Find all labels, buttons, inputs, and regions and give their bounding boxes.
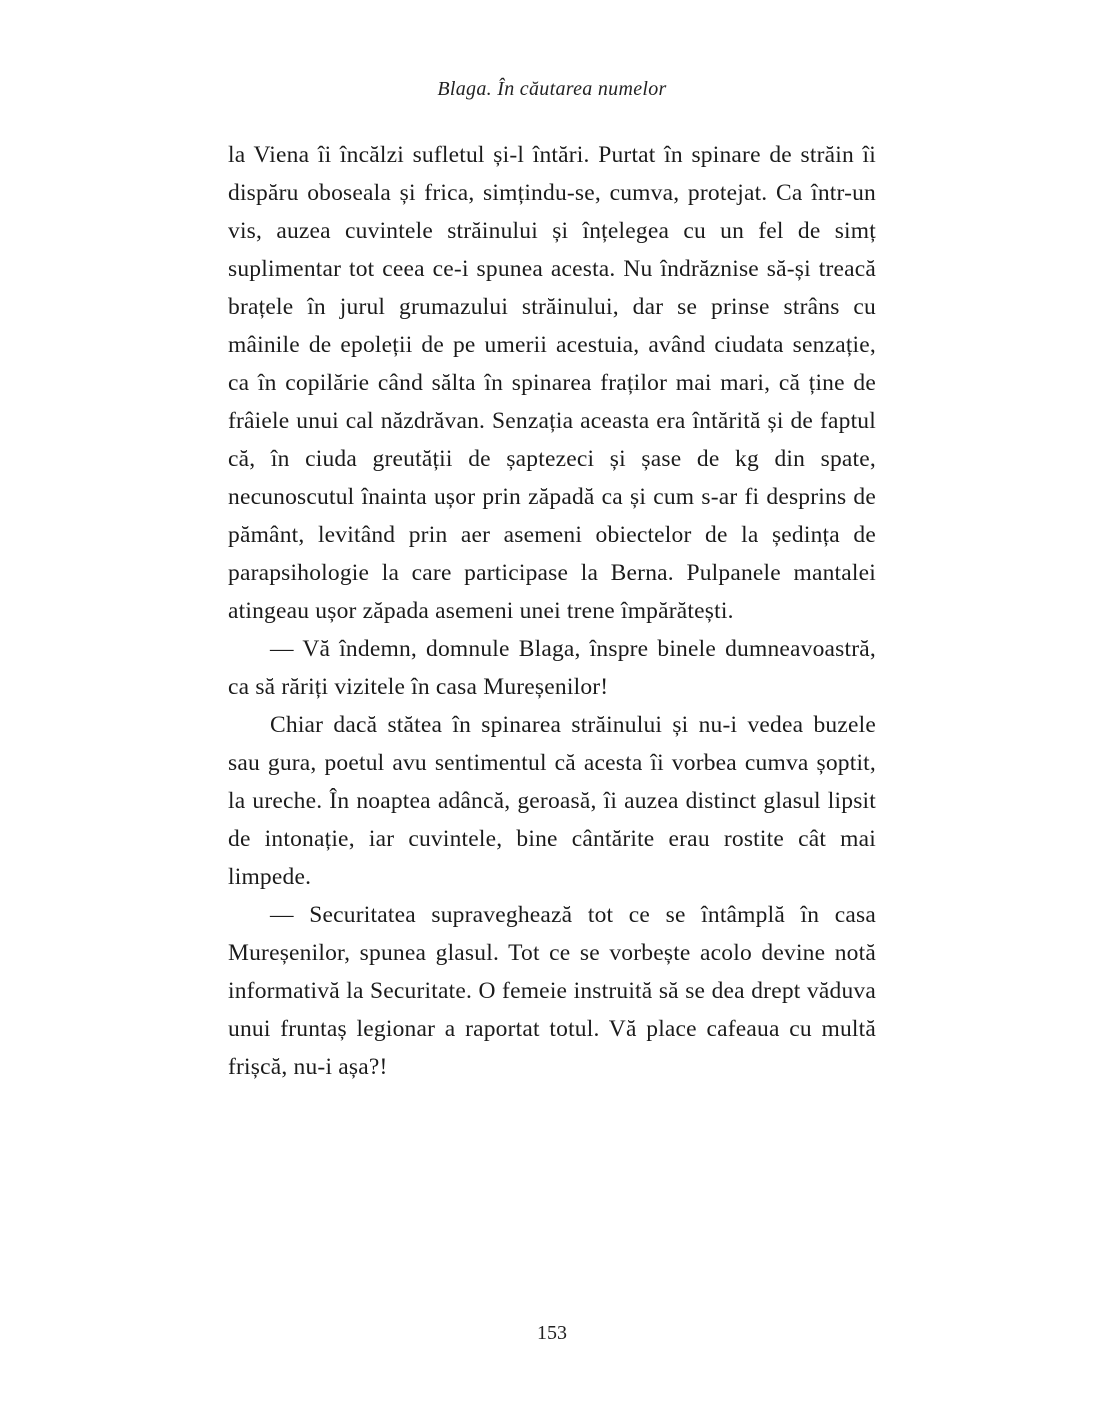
body-paragraph-dialogue: — Securitatea supraveghează tot ce se întâmplă în casa Mureșenilor, spunea glasul. Tot ce se vorbește acolo devine notă informativă la Securitate. O femeie instruită să se dea drept văduva unui fruntaș legionar a raportat totul. Vă place cafeaua cu multă frișcă, nu-i așa?! [228, 902, 876, 1080]
page-number: 153 [537, 1322, 567, 1344]
body-paragraph: la Viena îi încălzi sufletul și-l întări. Purtat în spinare de străin îi dispăru oboseala și frica, simțindu-se, cumva, protejat. Ca într-un vis, auzea cuvintele străinului și înțelegea cu un fel de simț suplimentar tot ceea ce-i spunea acesta. Nu îndrăznise să-și treacă brațele în jurul grumazului străinului, dar se prinse strâns cu mâinile de epoleții de pe umerii acestuia, având ciudata senzație, ca în copilărie când sălta în spinarea fraților mai mari, că ține de frâiele unui cal năzdrăvan. Senzația aceasta era întărită și de faptul că, în ciuda greutății de șaptezeci și șase de kg din spate, necunoscutul înainta ușor prin zăpadă ca și cum s-ar fi desprins de pământ, levitând prin aer asemeni obiectelor de la ședința de parapsihologie la care participase la Berna. Pulpanele mantalei atingeau ușor zăpada asemeni unei trene împărătești. [228, 142, 876, 624]
body-paragraph: Chiar dacă stătea în spinarea străinului și nu-i vedea buzele sau gura, poetul avu sentimentul că acesta îi vorbea cumva șoptit, la ureche. În noaptea adâncă, geroasă, îi auzea distinct glasul lipsit de intonație, iar cuvintele, bine cântărite erau rostite cât mai limpede. [228, 712, 876, 890]
body-paragraph-dialogue: — Vă îndemn, domnule Blaga, înspre binele dumneavoastră, ca să răriți vizitele în casa Mureșenilor! [228, 636, 876, 700]
running-title: Blaga. În căutarea numelor [437, 78, 667, 100]
text-block [228, 136, 876, 1086]
